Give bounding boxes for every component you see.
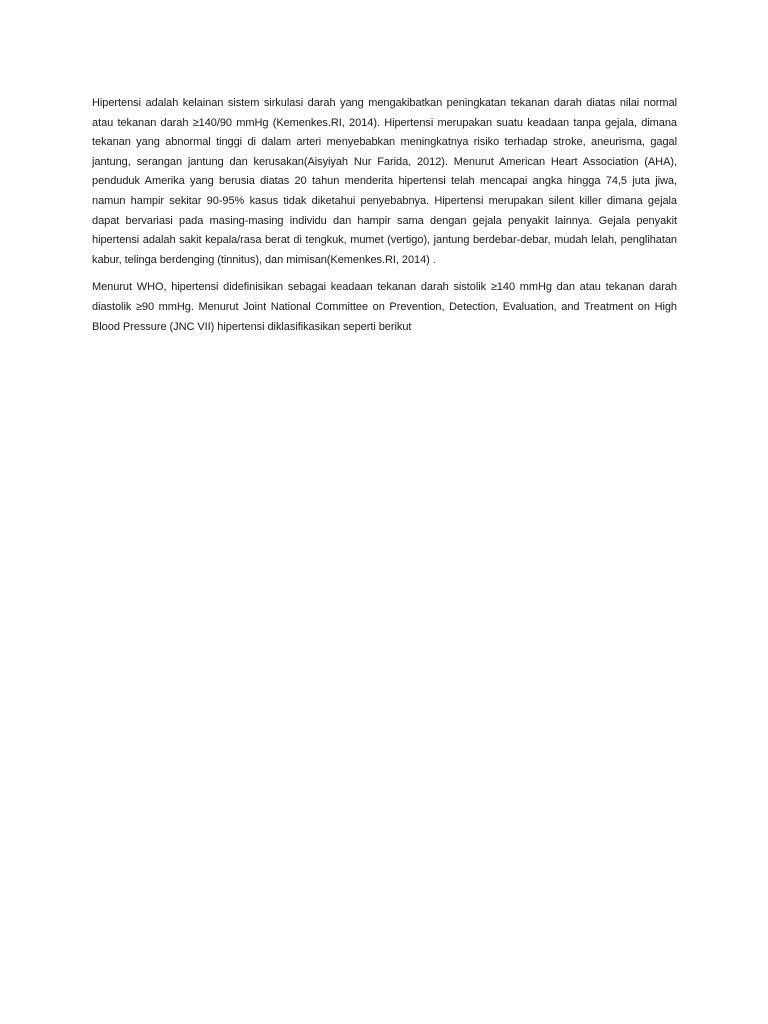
document-body (92, 94, 677, 345)
paragraph-who-jnc-classification: Menurut WHO, hipertensi didefinisikan sebagai keadaan tekanan darah sistolik ≥140 mmHg dan atau tekanan darah diastolik ≥90 mmHg. Menurut Joint National Committee on Prevention, Detection, Evaluation, and Treatment on High Blood Pressure (JNC VII) hipertensi diklasifikasikan seperti berikut (92, 281, 677, 333)
paragraph-hypertension-definition: Hipertensi adalah kelainan sistem sirkulasi darah yang mengakibatkan peningkatan tekanan darah diatas nilai normal atau tekanan darah ≥140/90 mmHg (Kemenkes.RI, 2014). Hipertensi merupakan suatu keadaan tanpa gejala, dimana tekanan yang abnormal tinggi di dalam arteri menyebabkan meningkatnya risiko terhadap stroke, aneurisma, gagal jantung, serangan jantung dan kerusakan(Aisyiyah Nur Farida, 2012). Menurut American Heart Association (AHA), penduduk Amerika yang berusia diatas 20 tahun menderita hipertensi telah mencapai angka hingga 74,5 juta jiwa, namun hampir sekitar 90-95% kasus tidak diketahui penyebabnya. Hipertensi merupakan silent killer dimana gejala dapat bervariasi pada masing-masing individu dan hampir sama dengan gejala penyakit lainnya. Gejala penyakit hipertensi adalah sakit kepala/rasa berat di tengkuk, mumet (vertigo), jantung berdebar-debar, mudah lelah, penglihatan kabur, telinga berdenging (tinnitus), dan mimisan(Kemenkes.RI, 2014) . (92, 97, 677, 266)
